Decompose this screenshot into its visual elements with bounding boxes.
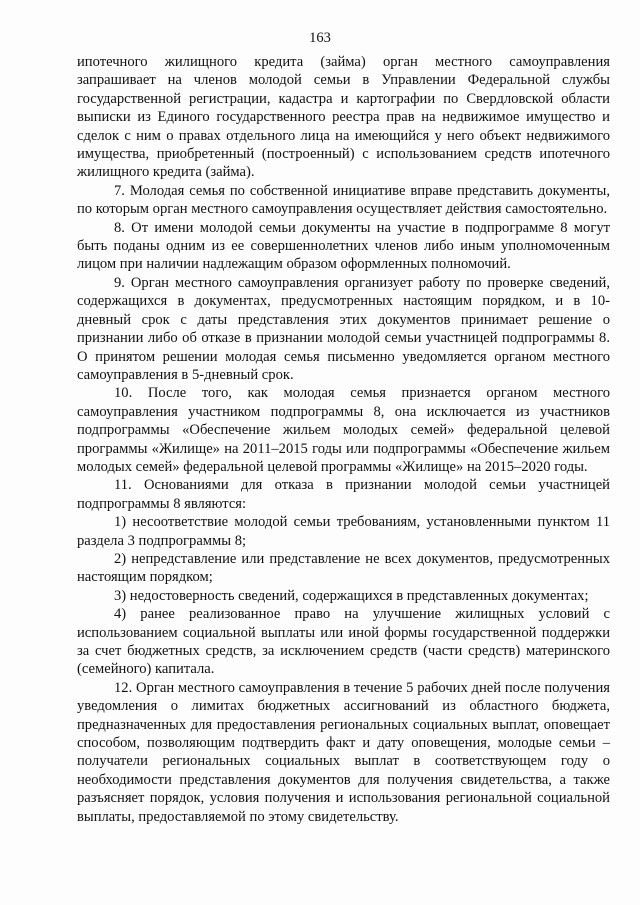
paragraph-subitem-4: 4) ранее реализованное право на улучшение жилищных условий с использованием социальной выплаты или иной формы государственной поддержки за счет бюджетных средств, за исключением средств (части средств) материнского (семейного) капитала. <box>77 606 610 678</box>
paragraph-item-11: 11. Основаниями для отказа в признании молодой семьи участницей подпрограммы 8 являются: <box>77 477 610 512</box>
paragraph-item-12: 12. Орган местного самоуправления в течение 5 рабочих дней после получения уведомления о лимитах бюджетных ассигнований из областного бюджета, предназначенных для предоставления региональных социальных выплат, оповещает способом, позволяющим подтвердить факт и дату оповещения, молодые семьи – получатели региональных социальных выплат в соответствующем году о необходимости представления документов для получения свидетельства, а также разъясняет порядок, условия получения и использования региональной социальной выплаты, предоставляемой по этому свидетельству. <box>77 679 610 825</box>
paragraph-item-8: 8. От имени молодой семьи документы на участие в подпрограмме 8 могут быть поданы одним из ее совершеннолетних членов либо иным уполномоченным лицом при наличии надлежащим образом оформленных полномочий. <box>77 219 610 273</box>
paragraph-subitem-3: 3) недостоверность сведений, содержащихся в представленных документах; <box>114 587 589 604</box>
document-body <box>77 53 610 826</box>
paragraph-continuation: ипотечного жилищного кредита (займа) орган местного самоуправления запрашивает на членов молодой семьи в Управлении Федеральной службы государственной регистрации, кадастра и картографии по Свердловской области выписки из Единого государственного реестра прав на недвижимое имущество и сделок с ним о правах отдельного лица на имеющийся у него объект недвижимого имущества, приобретенный (построенный) с использованием средств ипотечного жилищного кредита (займа). <box>77 54 610 181</box>
page-number: 163 <box>309 30 331 46</box>
paragraph-subitem-1: 1) несоответствие молодой семьи требованиям, установленными пунктом 11 раздела 3 подпрограммы 8; <box>77 514 610 549</box>
paragraph-item-10: 10. После того, как молодая семья признается органом местного самоуправления участником подпрограммы 8, она исключается из участников подпрограммы «Обеспечение жильем молодых семей» федеральной целевой программы «Жилище» на 2011–2015 годы или подпрограммы «Обеспечение жильем молодых семей» федеральной целевой программы «Жилище» на 2015–2020 годы. <box>77 385 610 475</box>
paragraph-item-7: 7. Молодая семья по собственной инициативе вправе представить документы, по которым орган местного самоуправления осуществляет действия самостоятельно. <box>77 182 610 218</box>
paragraph-subitem-2: 2) непредставление или представление не всех документов, предусмотренных настоящим порядком; <box>77 550 610 586</box>
paragraph-item-9: 9. Орган местного самоуправления организует работу по проверке сведений, содержащихся в документах, предусмотренных настоящим порядком, и в 10-дневный срок с даты представления этих документов принимает решение о признании либо об отказе в признании молодой семьи участницей подпрограммы 8. О принятом решении молодая семья письменно уведомляется органом местного самоуправления в 5-дневный срок. <box>77 274 610 383</box>
